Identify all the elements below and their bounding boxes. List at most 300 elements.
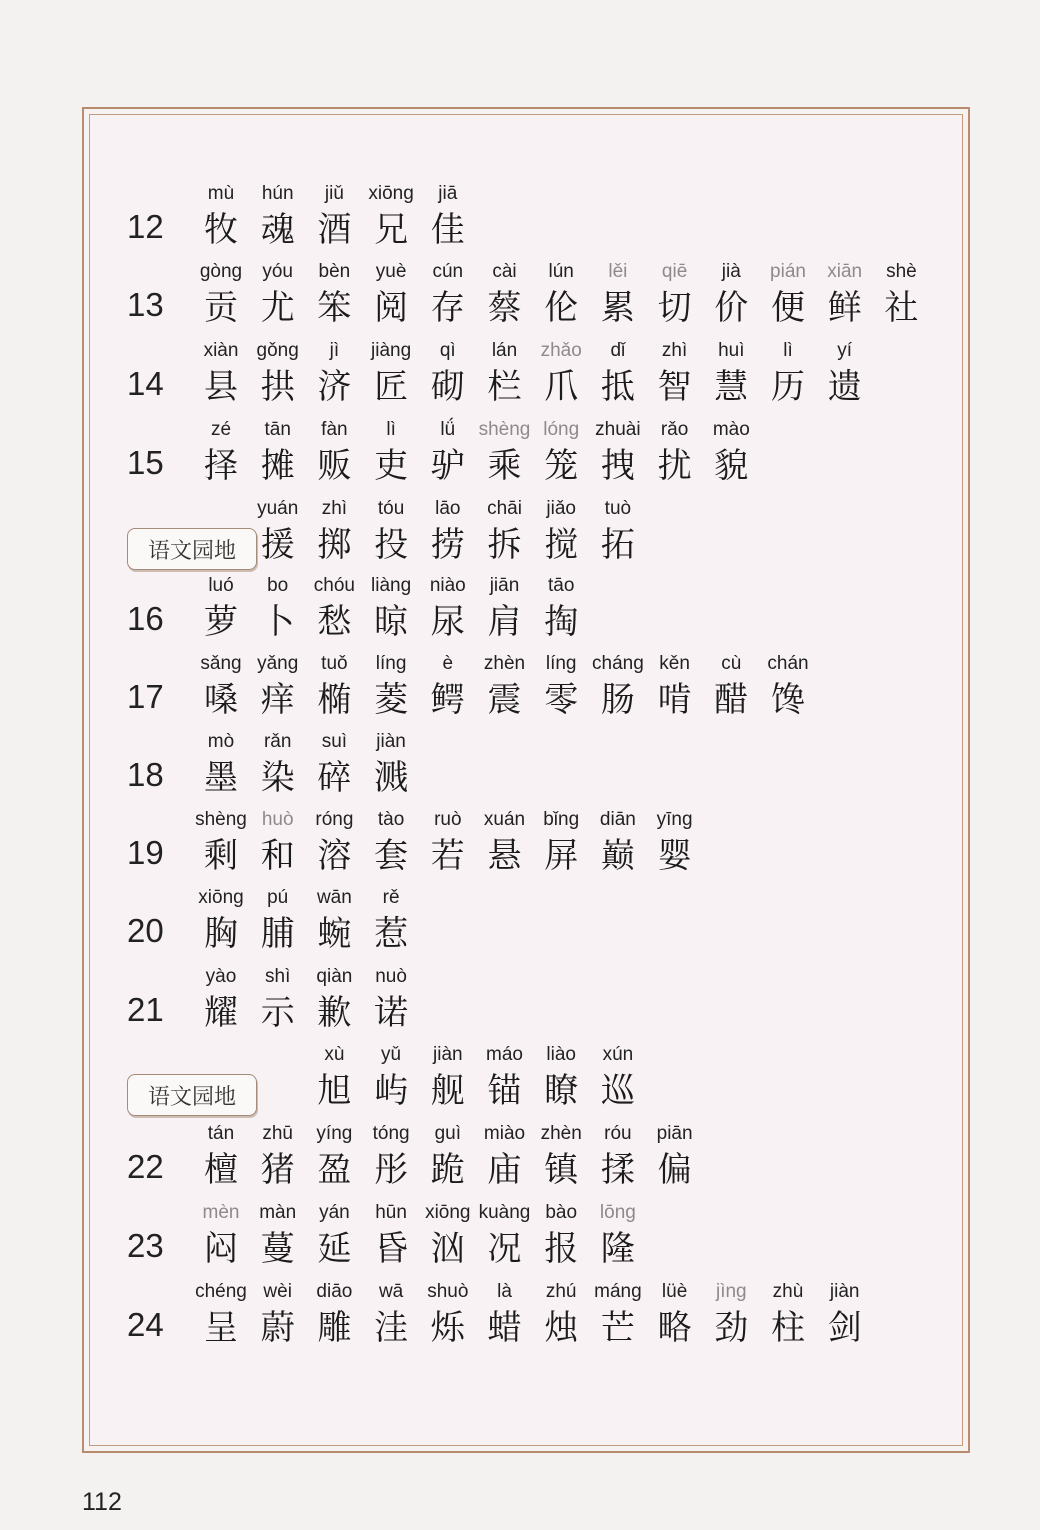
- character-entry: [590, 806, 646, 878]
- pinyin-label: jià: [721, 261, 741, 282]
- pinyin-label: jiàn: [829, 1281, 860, 1302]
- pinyin-label: tān: [264, 419, 291, 440]
- hanzi-character: 闷: [204, 1229, 238, 1269]
- pinyin-label: è: [442, 653, 454, 674]
- hanzi-character: 耀: [204, 993, 238, 1033]
- hanzi-character: 栏: [487, 367, 522, 407]
- character-entry: [477, 337, 533, 409]
- hanzi-character: 劲: [714, 1308, 749, 1348]
- hanzi-character: 捞: [430, 525, 465, 565]
- character-entry: [193, 806, 249, 878]
- character-entry: [363, 572, 419, 644]
- hanzi-character: 示: [260, 993, 295, 1033]
- character-entry: [250, 1278, 306, 1350]
- pinyin-label: piān: [656, 1123, 693, 1144]
- character-entry: [420, 258, 476, 330]
- character-entry: [703, 416, 759, 488]
- character-entry: [363, 258, 419, 330]
- hanzi-character: 笨: [317, 288, 352, 328]
- pinyin-label: huò: [261, 809, 294, 830]
- pinyin-label: yǎng: [257, 653, 299, 674]
- pinyin-label: jì: [329, 340, 340, 361]
- character-entry: [590, 1278, 646, 1350]
- character-entry: [250, 1120, 306, 1192]
- hanzi-character: 尤: [260, 288, 295, 328]
- pinyin-label: zhù: [772, 1281, 804, 1302]
- character-entry: [420, 1041, 476, 1113]
- hanzi-character: 染: [260, 758, 295, 798]
- character-entry: [420, 572, 476, 644]
- section-badge-yuwen-yuandi: 语文园地: [127, 528, 257, 570]
- pinyin-label: chāi: [487, 498, 522, 519]
- pinyin-label: jiā: [438, 183, 458, 204]
- character-entry: [193, 572, 249, 644]
- character-entry: [420, 1278, 476, 1350]
- hanzi-character: 醋: [714, 680, 749, 720]
- character-entry: [477, 650, 533, 722]
- character-entry: [193, 963, 249, 1035]
- character-entry: [533, 572, 589, 644]
- pinyin-label: luó: [208, 575, 234, 596]
- pinyin-label: suì: [321, 731, 348, 752]
- hanzi-character: 惹: [374, 914, 409, 954]
- hanzi-character: 旭: [317, 1071, 352, 1111]
- character-entry: [760, 1278, 816, 1350]
- hanzi-character: 蜿: [317, 914, 352, 954]
- character-entry: [590, 1041, 646, 1113]
- character-entry: [533, 1120, 589, 1192]
- pinyin-label: zhū: [262, 1123, 293, 1144]
- character-entry: [590, 650, 646, 722]
- hanzi-character: 尿: [430, 602, 465, 642]
- hanzi-character: 累: [600, 288, 635, 328]
- pinyin-label: mào: [712, 419, 750, 440]
- pinyin-label: tuǒ: [321, 653, 348, 674]
- character-entry: [363, 806, 419, 878]
- pinyin-label: tóu: [377, 498, 405, 519]
- hanzi-character: 肩: [487, 602, 522, 642]
- hanzi-character: 蔚: [260, 1308, 295, 1348]
- hanzi-character: 舰: [430, 1071, 465, 1111]
- hanzi-character: 阅: [374, 288, 409, 328]
- pinyin-label: yóu: [262, 261, 293, 282]
- character-entry: [590, 416, 646, 488]
- lesson-number: 13: [127, 286, 164, 323]
- hanzi-character: 巅: [600, 836, 635, 876]
- hanzi-character: 蔡: [487, 288, 522, 328]
- character-entry: [193, 416, 249, 488]
- pinyin-label: zhèn: [483, 653, 526, 674]
- pinyin-label: xiōng: [198, 887, 244, 908]
- hanzi-character: 便: [771, 288, 805, 328]
- character-entry: [477, 1120, 533, 1192]
- hanzi-character: 伦: [544, 288, 579, 328]
- hanzi-character: 掏: [544, 602, 579, 642]
- pinyin-label: zhì: [321, 498, 348, 519]
- pinyin-label: tóng: [372, 1123, 410, 1144]
- hanzi-character: 柱: [771, 1308, 805, 1348]
- character-entry: [420, 806, 476, 878]
- hanzi-character: 遗: [827, 367, 862, 407]
- pinyin-label: chóu: [313, 575, 355, 596]
- character-entry: [306, 650, 362, 722]
- hanzi-character: 魂: [260, 210, 295, 250]
- lesson-number: 19: [127, 834, 164, 871]
- character-entry: [533, 806, 589, 878]
- hanzi-character: 诺: [374, 993, 409, 1033]
- hanzi-character: 若: [430, 836, 465, 876]
- hanzi-character: 蔓: [260, 1229, 295, 1269]
- pinyin-label: rǎn: [263, 731, 292, 752]
- hanzi-character: 乘: [487, 446, 522, 486]
- hanzi-character: 彤: [374, 1150, 409, 1190]
- hanzi-character: 择: [204, 446, 238, 486]
- pinyin-label: róng: [315, 809, 354, 830]
- lesson-number: 18: [127, 756, 164, 793]
- character-entry: [306, 806, 362, 878]
- hanzi-character: 搅: [544, 525, 579, 565]
- pinyin-label: yuè: [375, 261, 407, 282]
- pinyin-label: lǘ: [440, 419, 456, 440]
- character-entry: [363, 1278, 419, 1350]
- character-entry: [306, 1278, 362, 1350]
- pinyin-label: guì: [434, 1123, 461, 1144]
- hanzi-character: 延: [317, 1229, 352, 1269]
- pinyin-label: jiàn: [433, 1044, 463, 1065]
- character-entry: [477, 1041, 533, 1113]
- pinyin-label: jiǔ: [324, 183, 344, 204]
- character-entry: [250, 963, 306, 1035]
- pinyin-label: zhú: [545, 1281, 577, 1302]
- pinyin-label: nuò: [375, 966, 407, 987]
- pinyin-label: niào: [429, 575, 466, 596]
- hanzi-character: 价: [714, 288, 749, 328]
- hanzi-character: 屏: [544, 836, 579, 876]
- pinyin-label: liàng: [371, 575, 412, 596]
- hanzi-character: 投: [374, 525, 409, 565]
- character-entry: [477, 1278, 533, 1350]
- pinyin-label: liào: [546, 1044, 576, 1065]
- pinyin-label: qì: [439, 340, 456, 361]
- pinyin-label: shè: [886, 261, 917, 282]
- hanzi-character: 昏: [374, 1229, 409, 1269]
- lesson-number: 20: [127, 912, 164, 949]
- hanzi-character: 揉: [600, 1150, 635, 1190]
- hanzi-character: 婴: [657, 836, 692, 876]
- pinyin-label: líng: [545, 653, 577, 674]
- character-entry: [250, 258, 306, 330]
- hanzi-character: 震: [487, 680, 522, 720]
- hanzi-character: 剩: [204, 836, 238, 876]
- character-entry: [363, 1199, 419, 1271]
- hanzi-character: 援: [260, 525, 295, 565]
- hanzi-character: 佳: [430, 210, 465, 250]
- pinyin-label: xiān: [827, 261, 863, 282]
- pinyin-label: jiān: [489, 575, 520, 596]
- pinyin-label: yí: [837, 340, 853, 361]
- pinyin-label: bǐng: [543, 809, 580, 830]
- hanzi-character: 汹: [430, 1229, 465, 1269]
- hanzi-character: 吏: [374, 446, 409, 486]
- character-entry: [306, 258, 362, 330]
- pinyin-label: diāo: [316, 1281, 353, 1302]
- pinyin-label: pián: [770, 261, 806, 282]
- pinyin-label: rǎo: [660, 419, 689, 440]
- hanzi-character: 瞭: [544, 1071, 579, 1111]
- pinyin-label: wān: [316, 887, 352, 908]
- hanzi-character: 跪: [430, 1150, 465, 1190]
- lesson-number: 17: [127, 678, 164, 715]
- hanzi-character: 驴: [430, 446, 465, 486]
- pinyin-label: líng: [375, 653, 407, 674]
- character-entry: [590, 337, 646, 409]
- hanzi-character: 镇: [544, 1150, 579, 1190]
- character-entry: [250, 728, 306, 800]
- character-entry: [363, 1120, 419, 1192]
- pinyin-label: yǔ: [381, 1044, 402, 1065]
- lesson-number: 15: [127, 444, 164, 481]
- character-entry: [306, 180, 362, 252]
- pinyin-label: shèng: [195, 809, 247, 830]
- character-entry: [250, 806, 306, 878]
- pinyin-label: róu: [604, 1123, 632, 1144]
- pinyin-label: jiàn: [376, 731, 406, 752]
- hanzi-character: 鳄: [430, 680, 465, 720]
- character-entry: [306, 1120, 362, 1192]
- character-entry: [533, 416, 589, 488]
- pinyin-label: zé: [210, 419, 232, 440]
- character-entry: [306, 1199, 362, 1271]
- character-entry: [647, 416, 703, 488]
- pinyin-label: fàn: [321, 419, 348, 440]
- hanzi-character: 墨: [204, 758, 238, 798]
- pinyin-label: tán: [207, 1123, 235, 1144]
- character-entry: [533, 495, 589, 567]
- hanzi-character: 歉: [317, 993, 352, 1033]
- hanzi-character: 碎: [317, 758, 352, 798]
- hanzi-character: 和: [260, 836, 295, 876]
- hanzi-character: 掷: [317, 525, 352, 565]
- pinyin-label: bo: [267, 575, 289, 596]
- pinyin-label: lóng: [543, 419, 580, 440]
- hanzi-character: 拆: [487, 525, 522, 565]
- character-entry: [193, 728, 249, 800]
- page-number: 112: [82, 1488, 122, 1516]
- hanzi-character: 晾: [374, 602, 409, 642]
- character-entry: [306, 416, 362, 488]
- hanzi-character: 猪: [260, 1150, 295, 1190]
- hanzi-character: 貌: [714, 446, 749, 486]
- character-entry: [363, 337, 419, 409]
- pinyin-label: máng: [594, 1281, 642, 1302]
- hanzi-character: 愁: [317, 602, 352, 642]
- character-entry: [363, 650, 419, 722]
- hanzi-character: 芒: [600, 1308, 635, 1348]
- character-entry: [533, 1278, 589, 1350]
- character-entry: [193, 1278, 249, 1350]
- hanzi-character: 略: [657, 1308, 692, 1348]
- character-entry: [363, 495, 419, 567]
- pinyin-label: bèn: [318, 261, 351, 282]
- pinyin-label: sǎng: [200, 653, 242, 674]
- section-badge-yuwen-yuandi: 语文园地: [127, 1074, 257, 1116]
- pinyin-label: lún: [548, 261, 574, 282]
- hanzi-character: 历: [771, 367, 805, 407]
- hanzi-character: 套: [374, 836, 409, 876]
- hanzi-character: 拓: [600, 525, 635, 565]
- character-entry: [420, 650, 476, 722]
- pinyin-label: màn: [259, 1202, 297, 1223]
- character-entry: [250, 884, 306, 956]
- hanzi-character: 报: [544, 1229, 579, 1269]
- hanzi-character: 盈: [317, 1150, 352, 1190]
- pinyin-label: chéng: [195, 1281, 247, 1302]
- pinyin-label: shuò: [427, 1281, 469, 1302]
- lesson-number: 12: [127, 208, 164, 245]
- character-entry: [647, 1278, 703, 1350]
- character-entry: [193, 1199, 249, 1271]
- pinyin-label: huì: [718, 340, 745, 361]
- pinyin-label: qiàn: [316, 966, 353, 987]
- character-entry: [363, 963, 419, 1035]
- hanzi-character: 锚: [487, 1071, 522, 1111]
- pinyin-label: chán: [767, 653, 809, 674]
- pinyin-label: yán: [319, 1202, 350, 1223]
- character-entry: [250, 337, 306, 409]
- pinyin-label: lì: [783, 340, 793, 361]
- character-entry: [703, 650, 759, 722]
- character-entry: [647, 650, 703, 722]
- pinyin-label: cù: [721, 653, 742, 674]
- character-entry: [590, 258, 646, 330]
- hanzi-character: 贡: [204, 288, 238, 328]
- character-entry: [363, 1041, 419, 1113]
- hanzi-character: 隆: [600, 1229, 635, 1269]
- pinyin-label: tuò: [604, 498, 632, 519]
- character-entry: [590, 1120, 646, 1192]
- character-entry: [760, 650, 816, 722]
- lesson-number: 24: [127, 1306, 164, 1343]
- character-entry: [193, 884, 249, 956]
- character-entry: [420, 337, 476, 409]
- hanzi-character: 智: [657, 367, 692, 407]
- pinyin-label: jìng: [715, 1281, 747, 1302]
- hanzi-character: 悬: [487, 836, 522, 876]
- hanzi-character: 啃: [657, 680, 692, 720]
- pinyin-label: xuán: [483, 809, 526, 830]
- pinyin-label: kěn: [659, 653, 690, 674]
- pinyin-label: yuán: [257, 498, 299, 519]
- hanzi-character: 零: [544, 680, 579, 720]
- character-entry: [760, 337, 816, 409]
- pinyin-label: wā: [378, 1281, 404, 1302]
- hanzi-character: 椭: [317, 680, 352, 720]
- pinyin-label: lüè: [661, 1281, 688, 1302]
- pinyin-label: wèi: [263, 1281, 292, 1302]
- pinyin-label: xù: [324, 1044, 345, 1065]
- character-entry: [420, 180, 476, 252]
- pinyin-label: yíng: [316, 1123, 353, 1144]
- hanzi-character: 庙: [487, 1150, 522, 1190]
- character-entry: [533, 1041, 589, 1113]
- pinyin-label: pú: [267, 887, 289, 908]
- pinyin-label: lōng: [599, 1202, 636, 1223]
- character-entry: [647, 337, 703, 409]
- hanzi-character: 洼: [374, 1308, 409, 1348]
- pinyin-label: tào: [377, 809, 405, 830]
- character-entry: [590, 1199, 646, 1271]
- pinyin-label: xiōng: [368, 183, 414, 204]
- hanzi-character: 烛: [544, 1308, 579, 1348]
- pinyin-label: cháng: [592, 653, 644, 674]
- hanzi-character: 胸: [204, 914, 238, 954]
- pinyin-label: miào: [483, 1123, 526, 1144]
- hanzi-character: 雕: [317, 1308, 352, 1348]
- pinyin-label: bào: [545, 1202, 578, 1223]
- hanzi-character: 拱: [260, 367, 295, 407]
- character-entry: [363, 728, 419, 800]
- character-entry: [477, 416, 533, 488]
- hanzi-character: 摊: [260, 446, 295, 486]
- character-entry: [703, 258, 759, 330]
- pinyin-label: zhèn: [540, 1123, 582, 1144]
- pinyin-label: xiōng: [425, 1202, 471, 1223]
- character-entry: [760, 258, 816, 330]
- character-entry: [703, 337, 759, 409]
- pinyin-label: máo: [486, 1044, 523, 1065]
- character-entry: [306, 963, 362, 1035]
- pinyin-label: mèn: [202, 1202, 240, 1223]
- pinyin-label: gòng: [199, 261, 243, 282]
- pinyin-label: shèng: [478, 419, 531, 440]
- character-entry: [533, 337, 589, 409]
- hanzi-character: 溶: [317, 836, 352, 876]
- character-entry: [250, 495, 306, 567]
- character-entry: [306, 495, 362, 567]
- hanzi-character: 烁: [430, 1308, 465, 1348]
- hanzi-character: 砌: [430, 367, 465, 407]
- lesson-number: 14: [127, 365, 164, 402]
- hanzi-character: 嗓: [204, 680, 238, 720]
- character-entry: [533, 1199, 589, 1271]
- character-entry: [306, 337, 362, 409]
- pinyin-label: jiàng: [371, 340, 412, 361]
- hanzi-character: 脯: [260, 914, 295, 954]
- hanzi-character: 馋: [771, 680, 805, 720]
- pinyin-label: gǒng: [256, 340, 299, 361]
- pinyin-label: diān: [599, 809, 636, 830]
- character-entry: [250, 180, 306, 252]
- character-entry: [363, 884, 419, 956]
- character-entry: [193, 650, 249, 722]
- character-entry: [647, 806, 703, 878]
- character-entry: [647, 258, 703, 330]
- hanzi-character: 蜡: [487, 1308, 522, 1348]
- pinyin-label: hún: [261, 183, 294, 204]
- hanzi-character: 匠: [374, 367, 409, 407]
- hanzi-character: 檀: [204, 1150, 238, 1190]
- hanzi-character: 呈: [204, 1308, 238, 1348]
- pinyin-label: shì: [265, 966, 291, 987]
- hanzi-character: 偏: [657, 1150, 692, 1190]
- pinyin-label: lán: [491, 340, 518, 361]
- character-entry: [193, 1120, 249, 1192]
- pinyin-label: zhì: [661, 340, 688, 361]
- character-entry: [193, 258, 249, 330]
- hanzi-character: 巡: [600, 1071, 635, 1111]
- pinyin-label: ruò: [434, 809, 462, 830]
- character-entry: [250, 650, 306, 722]
